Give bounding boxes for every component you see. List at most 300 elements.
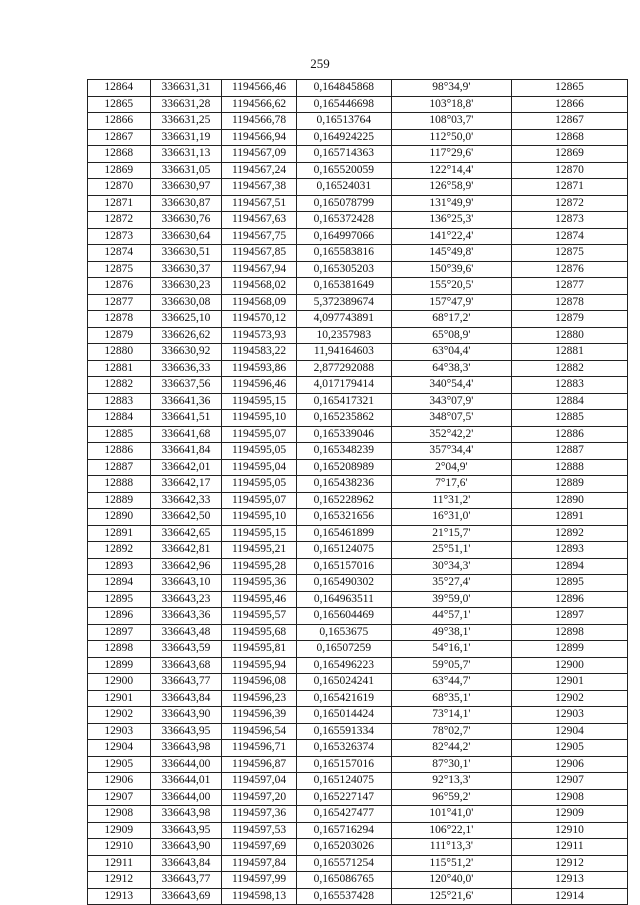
x-coordinate-cell: 336643,90	[150, 707, 222, 724]
direction-angle-cell: 65°08,9'	[391, 327, 511, 344]
point-number-cell: 12887	[88, 459, 151, 476]
point-number-cell: 12882	[88, 377, 151, 394]
y-coordinate-cell: 1194595,15	[222, 525, 297, 542]
next-point-cell: 12873	[511, 212, 627, 229]
next-point-cell: 12905	[511, 740, 627, 757]
y-coordinate-cell: 1194597,84	[222, 855, 297, 872]
distance-cell: 0,165078799	[296, 195, 391, 212]
x-coordinate-cell: 336643,77	[150, 674, 222, 691]
y-coordinate-cell: 1194567,94	[222, 261, 297, 278]
point-number-cell: 12873	[88, 228, 151, 245]
table-row	[88, 245, 628, 262]
x-coordinate-cell: 336630,92	[150, 344, 222, 361]
table-row	[88, 509, 628, 526]
table-row	[88, 327, 628, 344]
point-number-cell: 12893	[88, 558, 151, 575]
y-coordinate-cell: 1194595,07	[222, 492, 297, 509]
next-point-cell: 12893	[511, 542, 627, 559]
point-number-cell: 12909	[88, 822, 151, 839]
point-number-cell: 12903	[88, 723, 151, 740]
y-coordinate-cell: 1194595,36	[222, 575, 297, 592]
direction-angle-cell: 82°44,2'	[391, 740, 511, 757]
y-coordinate-cell: 1194568,09	[222, 294, 297, 311]
y-coordinate-cell: 1194595,07	[222, 426, 297, 443]
distance-cell: 0,165417321	[296, 393, 391, 410]
next-point-cell: 12874	[511, 228, 627, 245]
point-number-cell: 12883	[88, 393, 151, 410]
next-point-cell: 12909	[511, 806, 627, 823]
x-coordinate-cell: 336642,96	[150, 558, 222, 575]
x-coordinate-cell: 336643,36	[150, 608, 222, 625]
direction-angle-cell: 68°17,2'	[391, 311, 511, 328]
point-number-cell: 12871	[88, 195, 151, 212]
point-number-cell: 12904	[88, 740, 151, 757]
table-row	[88, 476, 628, 493]
direction-angle-cell: 49°38,1'	[391, 624, 511, 641]
table-row	[88, 575, 628, 592]
y-coordinate-cell: 1194595,10	[222, 509, 297, 526]
next-point-cell: 12876	[511, 261, 627, 278]
table-row	[88, 723, 628, 740]
distance-cell: 4,017179414	[296, 377, 391, 394]
x-coordinate-cell: 336643,10	[150, 575, 222, 592]
table-row	[88, 278, 628, 295]
x-coordinate-cell: 336630,87	[150, 195, 222, 212]
x-coordinate-cell: 336631,25	[150, 113, 222, 130]
table-row	[88, 212, 628, 229]
point-number-cell: 12878	[88, 311, 151, 328]
point-number-cell: 12879	[88, 327, 151, 344]
y-coordinate-cell: 1194567,85	[222, 245, 297, 262]
table-row	[88, 443, 628, 460]
direction-angle-cell: 340°54,4'	[391, 377, 511, 394]
direction-angle-cell: 92°13,3'	[391, 773, 511, 790]
y-coordinate-cell: 1194596,39	[222, 707, 297, 724]
y-coordinate-cell: 1194597,69	[222, 839, 297, 856]
y-coordinate-cell: 1194595,94	[222, 657, 297, 674]
y-coordinate-cell: 1194583,22	[222, 344, 297, 361]
y-coordinate-cell: 1194595,15	[222, 393, 297, 410]
point-number-cell: 12877	[88, 294, 151, 311]
y-coordinate-cell: 1194595,21	[222, 542, 297, 559]
x-coordinate-cell: 336642,81	[150, 542, 222, 559]
table-row	[88, 608, 628, 625]
next-point-cell: 12898	[511, 624, 627, 641]
table-row	[88, 80, 628, 97]
x-coordinate-cell: 336630,76	[150, 212, 222, 229]
distance-cell: 0,1653675	[296, 624, 391, 641]
point-number-cell: 12889	[88, 492, 151, 509]
distance-cell: 0,165024241	[296, 674, 391, 691]
x-coordinate-cell: 336644,01	[150, 773, 222, 790]
y-coordinate-cell: 1194596,08	[222, 674, 297, 691]
x-coordinate-cell: 336631,19	[150, 129, 222, 146]
point-number-cell: 12907	[88, 789, 151, 806]
next-point-cell: 12904	[511, 723, 627, 740]
table-row	[88, 377, 628, 394]
x-coordinate-cell: 336641,36	[150, 393, 222, 410]
point-number-cell: 12908	[88, 806, 151, 823]
next-point-cell: 12914	[511, 888, 627, 905]
point-number-cell: 12905	[88, 756, 151, 773]
next-point-cell: 12911	[511, 839, 627, 856]
direction-angle-cell: 101°41,0'	[391, 806, 511, 823]
table-row	[88, 96, 628, 113]
point-number-cell: 12898	[88, 641, 151, 658]
direction-angle-cell: 2°04,9'	[391, 459, 511, 476]
point-number-cell: 12897	[88, 624, 151, 641]
direction-angle-cell: 54°16,1'	[391, 641, 511, 658]
x-coordinate-cell: 336641,51	[150, 410, 222, 427]
y-coordinate-cell: 1194567,09	[222, 146, 297, 163]
distance-cell: 0,165591334	[296, 723, 391, 740]
direction-angle-cell: 30°34,3'	[391, 558, 511, 575]
point-number-cell: 12864	[88, 80, 151, 97]
next-point-cell: 12889	[511, 476, 627, 493]
next-point-cell: 12866	[511, 96, 627, 113]
direction-angle-cell: 111°13,3'	[391, 839, 511, 856]
table-row	[88, 822, 628, 839]
table-row	[88, 360, 628, 377]
next-point-cell: 12903	[511, 707, 627, 724]
x-coordinate-cell: 336625,10	[150, 311, 222, 328]
distance-cell: 0,165228962	[296, 492, 391, 509]
point-number-cell: 12913	[88, 888, 151, 905]
next-point-cell: 12870	[511, 162, 627, 179]
x-coordinate-cell: 336631,13	[150, 146, 222, 163]
point-number-cell: 12868	[88, 146, 151, 163]
x-coordinate-cell: 336626,62	[150, 327, 222, 344]
point-number-cell: 12890	[88, 509, 151, 526]
distance-cell: 0,165014424	[296, 707, 391, 724]
x-coordinate-cell: 336631,05	[150, 162, 222, 179]
table-row	[88, 129, 628, 146]
direction-angle-cell: 157°47,9'	[391, 294, 511, 311]
distance-cell: 0,165490302	[296, 575, 391, 592]
y-coordinate-cell: 1194595,57	[222, 608, 297, 625]
distance-cell: 0,165157016	[296, 756, 391, 773]
next-point-cell: 12872	[511, 195, 627, 212]
point-number-cell: 12885	[88, 426, 151, 443]
next-point-cell: 12908	[511, 789, 627, 806]
direction-angle-cell: 7°17,6'	[391, 476, 511, 493]
next-point-cell: 12910	[511, 822, 627, 839]
x-coordinate-cell: 336643,90	[150, 839, 222, 856]
point-number-cell: 12899	[88, 657, 151, 674]
x-coordinate-cell: 336630,51	[150, 245, 222, 262]
direction-angle-cell: 348°07,5'	[391, 410, 511, 427]
direction-angle-cell: 63°04,4'	[391, 344, 511, 361]
table-row	[88, 641, 628, 658]
y-coordinate-cell: 1194596,87	[222, 756, 297, 773]
next-point-cell: 12897	[511, 608, 627, 625]
distance-cell: 0,165348239	[296, 443, 391, 460]
direction-angle-cell: 44°57,1'	[391, 608, 511, 625]
distance-cell: 0,165520059	[296, 162, 391, 179]
next-point-cell: 12884	[511, 393, 627, 410]
direction-angle-cell: 106°22,1'	[391, 822, 511, 839]
point-number-cell: 12902	[88, 707, 151, 724]
next-point-cell: 12891	[511, 509, 627, 526]
coordinates-table	[87, 79, 628, 905]
point-number-cell: 12874	[88, 245, 151, 262]
direction-angle-cell: 122°14,4'	[391, 162, 511, 179]
y-coordinate-cell: 1194597,20	[222, 789, 297, 806]
direction-angle-cell: 141°22,4'	[391, 228, 511, 245]
x-coordinate-cell: 336643,23	[150, 591, 222, 608]
next-point-cell: 12869	[511, 146, 627, 163]
next-point-cell: 12882	[511, 360, 627, 377]
y-coordinate-cell: 1194566,94	[222, 129, 297, 146]
distance-cell: 0,165496223	[296, 657, 391, 674]
distance-cell: 11,94164603	[296, 344, 391, 361]
direction-angle-cell: 117°29,6'	[391, 146, 511, 163]
next-point-cell: 12890	[511, 492, 627, 509]
distance-cell: 0,165461899	[296, 525, 391, 542]
y-coordinate-cell: 1194597,99	[222, 872, 297, 889]
next-point-cell: 12895	[511, 575, 627, 592]
direction-angle-cell: 39°59,0'	[391, 591, 511, 608]
table-row	[88, 657, 628, 674]
next-point-cell: 12880	[511, 327, 627, 344]
y-coordinate-cell: 1194595,81	[222, 641, 297, 658]
table-row	[88, 707, 628, 724]
direction-angle-cell: 25°51,1'	[391, 542, 511, 559]
distance-cell: 0,165604469	[296, 608, 391, 625]
point-number-cell: 12870	[88, 179, 151, 196]
y-coordinate-cell: 1194568,02	[222, 278, 297, 295]
x-coordinate-cell: 336643,59	[150, 641, 222, 658]
y-coordinate-cell: 1194567,75	[222, 228, 297, 245]
point-number-cell: 12896	[88, 608, 151, 625]
next-point-cell: 12865	[511, 80, 627, 97]
next-point-cell: 12887	[511, 443, 627, 460]
direction-angle-cell: 112°50,0'	[391, 129, 511, 146]
distance-cell: 0,16524031	[296, 179, 391, 196]
distance-cell: 0,165381649	[296, 278, 391, 295]
next-point-cell: 12902	[511, 690, 627, 707]
direction-angle-cell: 150°39,6'	[391, 261, 511, 278]
next-point-cell: 12906	[511, 756, 627, 773]
x-coordinate-cell: 336630,08	[150, 294, 222, 311]
x-coordinate-cell: 336631,31	[150, 80, 222, 97]
direction-angle-cell: 21°15,7'	[391, 525, 511, 542]
table-row	[88, 146, 628, 163]
point-number-cell: 12880	[88, 344, 151, 361]
y-coordinate-cell: 1194597,53	[222, 822, 297, 839]
next-point-cell: 12896	[511, 591, 627, 608]
next-point-cell: 12879	[511, 311, 627, 328]
direction-angle-cell: 63°44,7'	[391, 674, 511, 691]
x-coordinate-cell: 336630,64	[150, 228, 222, 245]
direction-angle-cell: 59°05,7'	[391, 657, 511, 674]
distance-cell: 2,877292088	[296, 360, 391, 377]
table-row	[88, 344, 628, 361]
distance-cell: 0,164924225	[296, 129, 391, 146]
table-row	[88, 839, 628, 856]
x-coordinate-cell: 336642,17	[150, 476, 222, 493]
y-coordinate-cell: 1194566,46	[222, 80, 297, 97]
direction-angle-cell: 120°40,0'	[391, 872, 511, 889]
next-point-cell: 12867	[511, 113, 627, 130]
y-coordinate-cell: 1194597,04	[222, 773, 297, 790]
direction-angle-cell: 136°25,3'	[391, 212, 511, 229]
point-number-cell: 12884	[88, 410, 151, 427]
y-coordinate-cell: 1194596,71	[222, 740, 297, 757]
distance-cell: 0,165421619	[296, 690, 391, 707]
y-coordinate-cell: 1194570,12	[222, 311, 297, 328]
y-coordinate-cell: 1194593,86	[222, 360, 297, 377]
y-coordinate-cell: 1194567,24	[222, 162, 297, 179]
table-row	[88, 740, 628, 757]
next-point-cell: 12913	[511, 872, 627, 889]
table-row	[88, 410, 628, 427]
x-coordinate-cell: 336644,00	[150, 756, 222, 773]
point-number-cell: 12895	[88, 591, 151, 608]
distance-cell: 0,165305203	[296, 261, 391, 278]
x-coordinate-cell: 336630,97	[150, 179, 222, 196]
distance-cell: 0,165124075	[296, 773, 391, 790]
x-coordinate-cell: 336643,69	[150, 888, 222, 905]
distance-cell: 0,164997066	[296, 228, 391, 245]
table-row	[88, 789, 628, 806]
y-coordinate-cell: 1194596,46	[222, 377, 297, 394]
direction-angle-cell: 35°27,4'	[391, 575, 511, 592]
point-number-cell: 12865	[88, 96, 151, 113]
x-coordinate-cell: 336630,37	[150, 261, 222, 278]
distance-cell: 0,164963511	[296, 591, 391, 608]
x-coordinate-cell: 336642,50	[150, 509, 222, 526]
point-number-cell: 12876	[88, 278, 151, 295]
table-row	[88, 294, 628, 311]
point-number-cell: 12906	[88, 773, 151, 790]
table-row	[88, 773, 628, 790]
x-coordinate-cell: 336643,84	[150, 690, 222, 707]
y-coordinate-cell: 1194573,93	[222, 327, 297, 344]
x-coordinate-cell: 336643,98	[150, 806, 222, 823]
next-point-cell: 12886	[511, 426, 627, 443]
table-row	[88, 525, 628, 542]
distance-cell: 0,165227147	[296, 789, 391, 806]
page-number: 259	[310, 56, 330, 71]
direction-angle-cell: 343°07,9'	[391, 393, 511, 410]
point-number-cell: 12886	[88, 443, 151, 460]
table-row	[88, 690, 628, 707]
table-row	[88, 228, 628, 245]
y-coordinate-cell: 1194595,46	[222, 591, 297, 608]
point-number-cell: 12891	[88, 525, 151, 542]
table-row	[88, 113, 628, 130]
y-coordinate-cell: 1194595,05	[222, 443, 297, 460]
distance-cell: 0,165716294	[296, 822, 391, 839]
next-point-cell: 12892	[511, 525, 627, 542]
table-row	[88, 855, 628, 872]
distance-cell: 0,164845868	[296, 80, 391, 97]
direction-angle-cell: 108°03,7'	[391, 113, 511, 130]
table-row	[88, 261, 628, 278]
table-row	[88, 806, 628, 823]
next-point-cell: 12901	[511, 674, 627, 691]
x-coordinate-cell: 336643,48	[150, 624, 222, 641]
direction-angle-cell: 352°42,2'	[391, 426, 511, 443]
point-number-cell: 12900	[88, 674, 151, 691]
next-point-cell: 12899	[511, 641, 627, 658]
table-row	[88, 195, 628, 212]
distance-cell: 0,165372428	[296, 212, 391, 229]
distance-cell: 0,165446698	[296, 96, 391, 113]
distance-cell: 0,165339046	[296, 426, 391, 443]
point-number-cell: 12866	[88, 113, 151, 130]
y-coordinate-cell: 1194597,36	[222, 806, 297, 823]
table-row	[88, 311, 628, 328]
point-number-cell: 12892	[88, 542, 151, 559]
distance-cell: 0,165427477	[296, 806, 391, 823]
next-point-cell: 12912	[511, 855, 627, 872]
distance-cell: 0,16513764	[296, 113, 391, 130]
x-coordinate-cell: 336641,84	[150, 443, 222, 460]
next-point-cell: 12900	[511, 657, 627, 674]
next-point-cell: 12878	[511, 294, 627, 311]
point-number-cell: 12881	[88, 360, 151, 377]
table-row	[88, 624, 628, 641]
direction-angle-cell: 64°38,3'	[391, 360, 511, 377]
table-row	[88, 756, 628, 773]
y-coordinate-cell: 1194595,10	[222, 410, 297, 427]
next-point-cell: 12877	[511, 278, 627, 295]
direction-angle-cell: 73°14,1'	[391, 707, 511, 724]
point-number-cell: 12888	[88, 476, 151, 493]
x-coordinate-cell: 336642,01	[150, 459, 222, 476]
point-number-cell: 12872	[88, 212, 151, 229]
y-coordinate-cell: 1194596,54	[222, 723, 297, 740]
point-number-cell: 12901	[88, 690, 151, 707]
x-coordinate-cell: 336643,68	[150, 657, 222, 674]
direction-angle-cell: 357°34,4'	[391, 443, 511, 460]
next-point-cell: 12885	[511, 410, 627, 427]
table-row	[88, 492, 628, 509]
direction-angle-cell: 115°51,2'	[391, 855, 511, 872]
distance-cell: 4,097743891	[296, 311, 391, 328]
y-coordinate-cell: 1194595,28	[222, 558, 297, 575]
direction-angle-cell: 87°30,1'	[391, 756, 511, 773]
y-coordinate-cell: 1194595,05	[222, 476, 297, 493]
distance-cell: 10,2357983	[296, 327, 391, 344]
y-coordinate-cell: 1194595,68	[222, 624, 297, 641]
x-coordinate-cell: 336636,33	[150, 360, 222, 377]
distance-cell: 0,165438236	[296, 476, 391, 493]
direction-angle-cell: 103°18,8'	[391, 96, 511, 113]
y-coordinate-cell: 1194567,51	[222, 195, 297, 212]
coordinates-table-body	[88, 80, 628, 905]
distance-cell: 0,16507259	[296, 641, 391, 658]
table-row	[88, 872, 628, 889]
direction-angle-cell: 126°58,9'	[391, 179, 511, 196]
direction-angle-cell: 131°49,9'	[391, 195, 511, 212]
y-coordinate-cell: 1194596,23	[222, 690, 297, 707]
x-coordinate-cell: 336642,65	[150, 525, 222, 542]
y-coordinate-cell: 1194566,78	[222, 113, 297, 130]
direction-angle-cell: 98°34,9'	[391, 80, 511, 97]
direction-angle-cell: 125°21,6'	[391, 888, 511, 905]
distance-cell: 0,165583816	[296, 245, 391, 262]
distance-cell: 0,165124075	[296, 542, 391, 559]
next-point-cell: 12894	[511, 558, 627, 575]
table-row	[88, 542, 628, 559]
table-row	[88, 459, 628, 476]
y-coordinate-cell: 1194567,38	[222, 179, 297, 196]
x-coordinate-cell: 336643,84	[150, 855, 222, 872]
y-coordinate-cell: 1194595,04	[222, 459, 297, 476]
